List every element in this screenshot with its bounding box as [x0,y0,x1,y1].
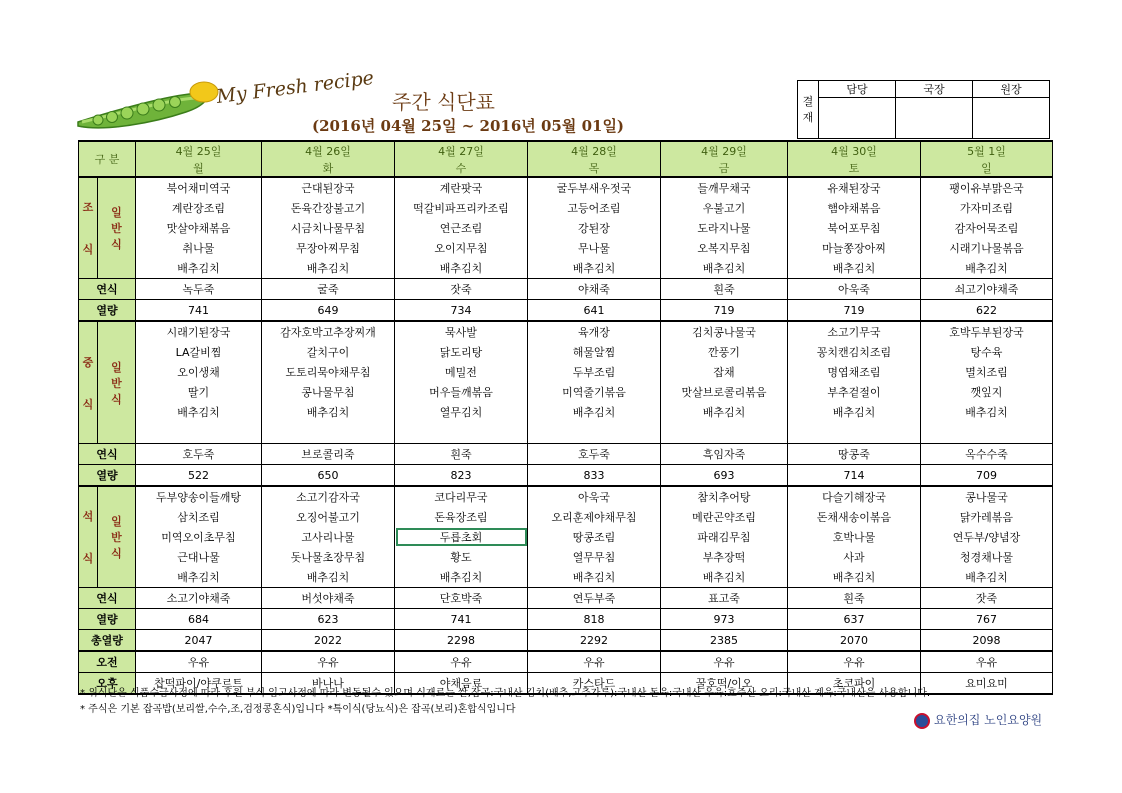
empty-menu-cell[interactable] [788,422,921,444]
snack-cell[interactable]: 우유 [788,651,921,673]
menu-cell[interactable]: 두부조림 [528,362,661,382]
menu-cell[interactable]: 계란장조림 [136,198,262,218]
menu-cell[interactable]: 사과 [788,547,921,567]
menu-cell[interactable]: 시래기된장국 [136,321,262,342]
empty-menu-cell[interactable] [262,422,395,444]
menu-cell[interactable]: 굴두부새우젓국 [528,177,661,198]
breakfast-label: 조 식 [79,177,98,279]
menu-cell[interactable]: 도라지나물 [661,218,788,238]
menu-cell[interactable]: 미역줄기볶음 [528,382,661,402]
menu-cell[interactable]: 소고기감자국 [262,486,395,507]
menu-cell[interactable]: 닭카레볶음 [921,507,1053,527]
menu-cell[interactable]: 멸치조림 [921,362,1053,382]
calorie-label: 열량 [79,465,136,487]
calorie-cell[interactable]: 973 [661,609,788,630]
footnote-staple: * 주식은 기본 잡곡밥(보리쌀,수수,조,검정콩혼식)입니다 *특이식(당뇨식)은 잡곡(보리)혼합식입니다 [80,704,516,715]
calorie-cell[interactable]: 623 [262,609,395,630]
snack-cell[interactable]: 우유 [395,651,528,673]
menu-cell[interactable]: 머우들깨볶음 [395,382,528,402]
organization-emblem-icon [914,713,930,729]
menu-cell[interactable]: 연근조림 [395,218,528,238]
lunch-label: 중 식 [79,321,98,444]
menu-cell[interactable]: 햄야채볶음 [788,198,921,218]
soft-diet-label: 연식 [79,279,136,300]
menu-cell[interactable]: 근대나물 [136,547,262,567]
menu-cell[interactable]: 땅콩조림 [528,527,661,547]
menu-cell[interactable]: 돈채새송이볶음 [788,507,921,527]
menu-cell[interactable]: 갈치구이 [262,342,395,362]
menu-cell[interactable]: 배추김치 [262,402,395,422]
total-calorie-cell[interactable]: 2070 [788,630,921,652]
menu-cell[interactable]: 배추김치 [788,258,921,279]
menu-cell[interactable]: 배추김치 [661,402,788,422]
menu-cell[interactable]: 무장아찌무침 [262,238,395,258]
menu-cell[interactable]: 오이생채 [136,362,262,382]
menu-cell[interactable]: 오징어불고기 [262,507,395,527]
day-of-week: 월 [136,159,262,177]
menu-cell[interactable]: 꽁치캔김치조림 [788,342,921,362]
snack-cell[interactable]: 우유 [528,651,661,673]
calorie-cell[interactable]: 637 [788,609,921,630]
menu-cell[interactable]: 배추김치 [262,567,395,588]
menu-cell[interactable]: 맛살야채볶음 [136,218,262,238]
menu-cell[interactable]: 딸기 [136,382,262,402]
menu-cell[interactable]: 배추김치 [788,567,921,588]
day-date: 5월 1일 [921,141,1053,159]
brand-text: My Fresh recipe [215,66,376,108]
soft-diet-cell[interactable]: 녹두죽 [136,279,262,300]
soft-diet-cell[interactable]: 흰죽 [788,588,921,609]
soft-diet-label: 연식 [79,444,136,465]
menu-cell[interactable]: 배추김치 [921,402,1053,422]
calorie-cell[interactable]: 649 [262,300,395,322]
menu-cell[interactable]: 도토리묵야채무침 [262,362,395,382]
soft-diet-cell[interactable]: 아욱죽 [788,279,921,300]
menu-cell[interactable]: 감자어묵조림 [921,218,1053,238]
soft-diet-cell[interactable]: 야채죽 [528,279,661,300]
signature-cell[interactable] [973,98,1050,139]
soft-diet-label: 연식 [79,588,136,609]
calorie-label: 열량 [79,300,136,322]
menu-cell[interactable]: 강된장 [528,218,661,238]
menu-cell[interactable]: 닭도리탕 [395,342,528,362]
calorie-cell[interactable]: 709 [921,465,1053,487]
calorie-cell[interactable]: 734 [395,300,528,322]
menu-cell[interactable]: 참치추어탕 [661,486,788,507]
soft-diet-cell[interactable]: 굴죽 [262,279,395,300]
menu-cell[interactable]: 감자호박고추장찌개 [262,321,395,342]
menu-cell[interactable]: 배추김치 [528,567,661,588]
calorie-cell[interactable]: 684 [136,609,262,630]
menu-cell[interactable]: 청경채나물 [921,547,1053,567]
day-of-week: 일 [921,159,1053,177]
menu-cell[interactable]: 우불고기 [661,198,788,218]
soft-diet-cell[interactable]: 옥수수죽 [921,444,1053,465]
day-date: 4월 30일 [788,141,921,159]
menu-cell[interactable]: 배추김치 [395,567,528,588]
menu-cell[interactable]: 배추김치 [921,567,1053,588]
total-calorie-cell[interactable]: 2385 [661,630,788,652]
lunch-general-label: 일 반 식 [98,321,136,444]
snack-cell[interactable]: 야채음료 [395,673,528,695]
menu-cell[interactable]: 두부양송이들깨탕 [136,486,262,507]
calorie-cell[interactable]: 823 [395,465,528,487]
menu-cell[interactable]: 콩나물국 [921,486,1053,507]
menu-cell[interactable]: 코다리무국 [395,486,528,507]
total-calorie-cell[interactable]: 2292 [528,630,661,652]
calorie-cell[interactable]: 714 [788,465,921,487]
footnote-ingredients: * 위식단은 식품수급사정에 따라 후원 부식 입고사정에 따라 변동될수 있으며 식재료는 쌀,잡곡:국내산 김치(배추,고추가루):국내산 돈육:국내산 우육:호주산 오리:국내산 계육:국내산을 사용합니다. [80,688,931,699]
menu-cell[interactable]: LA갈비찜 [136,342,262,362]
menu-cell[interactable]: 마늘쫑장아찌 [788,238,921,258]
day-of-week: 화 [262,159,395,177]
approval-role: 원장 [973,81,1050,98]
signature-cell[interactable] [896,98,973,139]
soft-diet-cell[interactable]: 호두죽 [136,444,262,465]
menu-cell[interactable]: 부추겉절이 [788,382,921,402]
breakfast-general-label: 일 반 식 [98,177,136,279]
soft-diet-cell[interactable]: 흰죽 [661,279,788,300]
snack-cell[interactable]: 카스타드 [528,673,661,695]
day-date: 4월 25일 [136,141,262,159]
calorie-label: 열량 [79,609,136,630]
am-snack-label: 오전 [79,651,136,673]
menu-cell[interactable]: 배추김치 [262,258,395,279]
soft-diet-cell[interactable]: 잣죽 [395,279,528,300]
soft-diet-cell[interactable]: 쇠고기야채죽 [921,279,1053,300]
calorie-cell[interactable]: 741 [136,300,262,322]
menu-cell[interactable]: 북어채미역국 [136,177,262,198]
calorie-cell[interactable]: 719 [788,300,921,322]
snack-cell[interactable]: 초코파이 [788,673,921,695]
menu-cell[interactable]: 배추김치 [395,258,528,279]
snack-cell[interactable]: 우유 [136,651,262,673]
soft-diet-cell[interactable]: 연두부죽 [528,588,661,609]
menu-cell[interactable]: 해물알찜 [528,342,661,362]
approval-box [797,80,1050,139]
selected-menu-cell[interactable]: 두릅초회 [395,527,528,547]
menu-cell[interactable]: 고사리나물 [262,527,395,547]
calorie-cell[interactable]: 641 [528,300,661,322]
day-date: 4월 28일 [528,141,661,159]
calorie-cell[interactable]: 818 [528,609,661,630]
menu-cell[interactable]: 황도 [395,547,528,567]
day-date: 4월 27일 [395,141,528,159]
menu-cell[interactable]: 깻잎지 [921,382,1053,402]
menu-cell[interactable]: 시래기나물볶음 [921,238,1053,258]
soft-diet-cell[interactable]: 소고기야채죽 [136,588,262,609]
menu-cell[interactable]: 배추김치 [528,258,661,279]
snack-cell[interactable]: 바나나 [262,673,395,695]
total-calorie-cell[interactable]: 2098 [921,630,1053,652]
day-of-week: 목 [528,159,661,177]
calorie-cell[interactable]: 693 [661,465,788,487]
approval-label: 결 재 [798,81,819,139]
soft-diet-cell[interactable]: 흰죽 [395,444,528,465]
menu-cell[interactable]: 오이지무침 [395,238,528,258]
approval-role: 담당 [819,81,896,98]
menu-cell[interactable]: 오복지무침 [661,238,788,258]
calorie-cell[interactable]: 522 [136,465,262,487]
menu-cell[interactable]: 무나물 [528,238,661,258]
period-text: (2016년 04월 25일 ~ 2016년 05월 01일) [312,117,625,135]
menu-cell[interactable]: 잡채 [661,362,788,382]
menu-cell[interactable]: 근대된장국 [262,177,395,198]
empty-menu-cell[interactable] [528,422,661,444]
menu-cell[interactable]: 메밀전 [395,362,528,382]
menu-cell[interactable]: 배추김치 [136,567,262,588]
menu-cell[interactable]: 배추김치 [528,402,661,422]
menu-cell[interactable]: 가자미조림 [921,198,1053,218]
menu-cell[interactable]: 시금치나물무침 [262,218,395,238]
menu-cell[interactable]: 배추김치 [136,258,262,279]
soft-diet-cell[interactable]: 땅콩죽 [788,444,921,465]
menu-cell[interactable]: 맛살브로콜리볶음 [661,382,788,402]
empty-menu-cell[interactable] [136,422,262,444]
soft-diet-cell[interactable]: 표고죽 [661,588,788,609]
calorie-cell[interactable]: 622 [921,300,1053,322]
menu-cell[interactable]: 소고기무국 [788,321,921,342]
menu-cell[interactable]: 고등어조림 [528,198,661,218]
soft-diet-cell[interactable]: 버섯야채죽 [262,588,395,609]
organization-name: 요한의집 노인요양원 [934,713,1043,727]
menu-cell[interactable]: 미역오이초무침 [136,527,262,547]
menu-cell[interactable]: 연두부/양념장 [921,527,1053,547]
menu-cell[interactable]: 다슬기해장국 [788,486,921,507]
dinner-general-label: 일 반 식 [98,486,136,588]
menu-cell[interactable]: 돗나물초장무침 [262,547,395,567]
soft-diet-cell[interactable]: 흑임자죽 [661,444,788,465]
menu-cell[interactable]: 부추장떡 [661,547,788,567]
menu-cell[interactable]: 탕수육 [921,342,1053,362]
snack-cell[interactable]: 우유 [921,651,1053,673]
menu-table [78,140,1053,695]
calorie-cell[interactable]: 719 [661,300,788,322]
menu-cell[interactable]: 깐풍기 [661,342,788,362]
day-of-week: 수 [395,159,528,177]
menu-cell[interactable]: 묵사발 [395,321,528,342]
approval-role: 국장 [896,81,973,98]
day-of-week: 토 [788,159,921,177]
menu-cell[interactable]: 김치콩나물국 [661,321,788,342]
pm-snack-label: 오후 [79,673,136,695]
menu-cell[interactable]: 배추김치 [661,567,788,588]
snack-cell[interactable]: 요미요미 [921,673,1053,695]
menu-cell[interactable]: 떡갈비파프리카조림 [395,198,528,218]
total-calorie-cell[interactable]: 2298 [395,630,528,652]
menu-cell[interactable]: 메란곤약조림 [661,507,788,527]
snack-cell[interactable]: 우유 [262,651,395,673]
signature-cell[interactable] [819,98,896,139]
menu-cell[interactable]: 아욱국 [528,486,661,507]
menu-cell[interactable]: 취나물 [136,238,262,258]
menu-cell[interactable]: 팽이유부맑은국 [921,177,1053,198]
menu-cell[interactable]: 파래김무침 [661,527,788,547]
page-title: 주간 식단표 [392,90,495,114]
calorie-cell[interactable]: 650 [262,465,395,487]
menu-cell[interactable]: 배추김치 [661,258,788,279]
calorie-cell[interactable]: 741 [395,609,528,630]
soft-diet-cell[interactable]: 브로콜리죽 [262,444,395,465]
menu-cell[interactable]: 들깨무채국 [661,177,788,198]
empty-menu-cell[interactable] [395,422,528,444]
menu-cell[interactable]: 북어포무침 [788,218,921,238]
snack-cell[interactable]: 우유 [661,651,788,673]
menu-cell[interactable]: 육개장 [528,321,661,342]
dinner-label: 석 식 [79,486,98,588]
soft-diet-cell[interactable]: 호두죽 [528,444,661,465]
snack-cell[interactable]: 찹떡파이/야쿠르트 [136,673,262,695]
day-of-week: 금 [661,159,788,177]
menu-cell[interactable]: 유채된장국 [788,177,921,198]
menu-cell[interactable]: 호박두부된장국 [921,321,1053,342]
menu-cell[interactable]: 배추김치 [136,402,262,422]
menu-cell[interactable]: 돈육간장불고기 [262,198,395,218]
menu-cell[interactable]: 계란팟국 [395,177,528,198]
day-date: 4월 26일 [262,141,395,159]
menu-cell[interactable]: 호박나물 [788,527,921,547]
menu-cell[interactable]: 배추김치 [921,258,1053,279]
menu-cell[interactable]: 돈육장조림 [395,507,528,527]
total-calorie-label: 총열량 [79,630,136,652]
calorie-cell[interactable]: 767 [921,609,1053,630]
menu-cell[interactable]: 콩나물무침 [262,382,395,402]
menu-cell[interactable]: 열무무침 [528,547,661,567]
calorie-cell[interactable]: 833 [528,465,661,487]
menu-cell[interactable]: 오리훈제야채무침 [528,507,661,527]
label-header: 구 분 [79,141,136,177]
menu-cell[interactable]: 명엽채조림 [788,362,921,382]
soft-diet-cell[interactable]: 잣죽 [921,588,1053,609]
soft-diet-cell[interactable]: 단호박죽 [395,588,528,609]
day-date: 4월 29일 [661,141,788,159]
menu-cell[interactable]: 배추김치 [788,402,921,422]
menu-cell[interactable]: 삼치조림 [136,507,262,527]
total-calorie-cell[interactable]: 2022 [262,630,395,652]
menu-cell[interactable]: 열무김치 [395,402,528,422]
total-calorie-cell[interactable]: 2047 [136,630,262,652]
empty-menu-cell[interactable] [921,422,1053,444]
empty-menu-cell[interactable] [661,422,788,444]
snack-cell[interactable]: 꿀호떡/이오 [661,673,788,695]
